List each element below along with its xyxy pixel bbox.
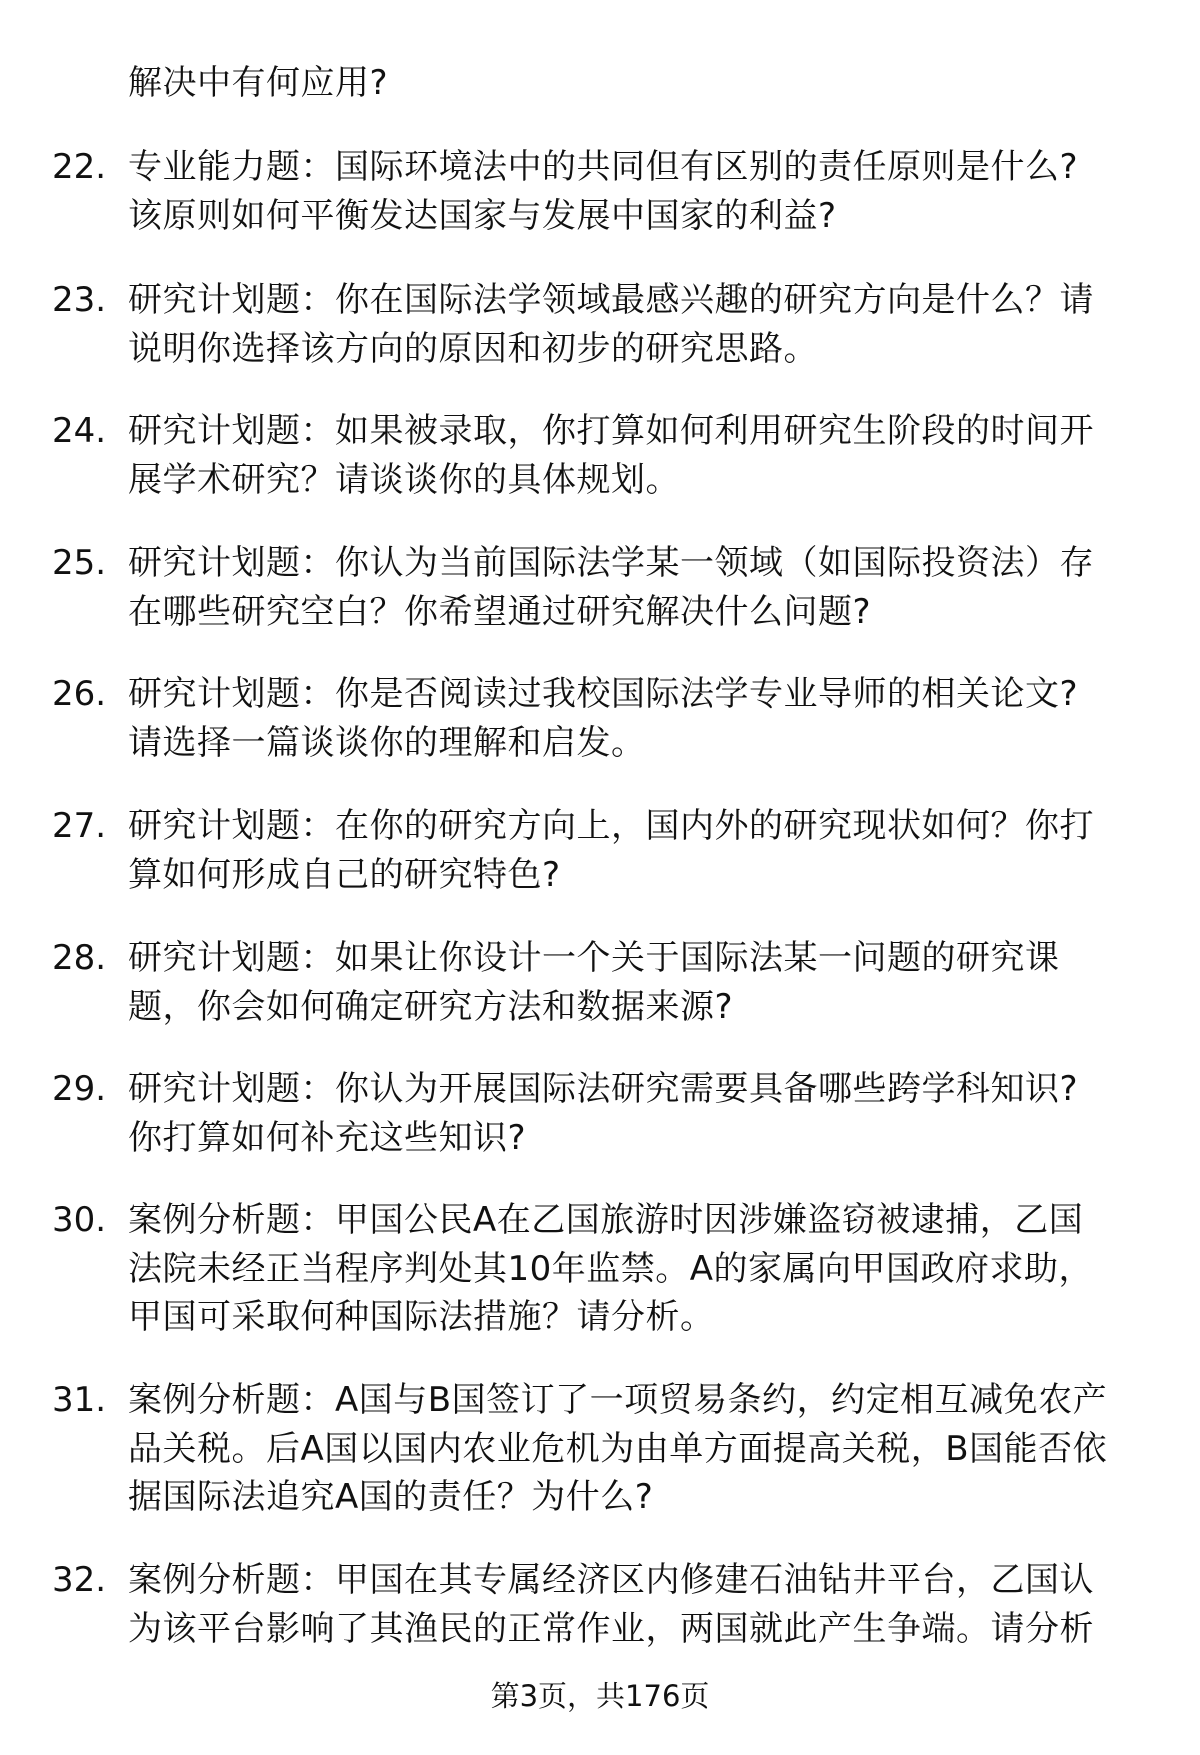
question-text (128, 934, 1168, 1031)
text-line: 案例分析题：A国与B国签订了一项贸易条约，约定相互减免农产 (128, 1380, 1108, 1420)
text-line: 研究计划题：你认为当前国际法学某一领域（如国际投资法）存 (128, 543, 1094, 583)
question-text (128, 670, 1168, 767)
text-line: 请选择一篇谈谈你的理解和启发。 (128, 722, 646, 763)
text-line: 研究计划题：如果被录取，你打算如何利用研究生阶段的时间开 (128, 411, 1094, 451)
question-text (128, 143, 1168, 240)
text-line: 该原则如何平衡发达国家与发展中国家的利益? (128, 195, 837, 236)
question-number: 22. (52, 147, 107, 187)
question-text (128, 1556, 1168, 1653)
question-text (128, 802, 1168, 899)
text-line: 说明你选择该方向的原因和初步的研究思路。 (128, 328, 818, 369)
question-number: 29. (52, 1069, 107, 1109)
question-text (128, 407, 1168, 504)
text-line: 算如何形成自己的研究特色? (128, 854, 561, 895)
question-number: 25. (52, 543, 107, 583)
text-line: 你打算如何补充这些知识? (128, 1117, 527, 1158)
question-text (128, 276, 1168, 373)
page-number: 第3页，共176页 (490, 1679, 710, 1713)
text-line: 展学术研究？请谈谈你的具体规划。 (128, 459, 680, 500)
text-line: 品关税。后A国以国内农业危机为由单方面提高关税，B国能否依 (128, 1428, 1108, 1469)
text-line: 研究计划题：你认为开展国际法研究需要具备哪些跨学科知识? (128, 1069, 1079, 1109)
question-text (128, 1376, 1168, 1522)
question-text (128, 1065, 1168, 1162)
question-number: 32. (52, 1560, 107, 1600)
text-line: 研究计划题：你是否阅读过我校国际法学专业导师的相关论文? (128, 674, 1079, 714)
text-line: 案例分析题：甲国公民A在乙国旅游时因涉嫌盗窃被逮捕，乙国 (128, 1200, 1084, 1240)
question-number: 23. (52, 280, 107, 320)
question-text (128, 539, 1168, 636)
text-line: 解决中有何应用? (128, 63, 389, 103)
text-line: 为该平台影响了其渔民的正常作业，两国就此产生争端。请分析 (128, 1608, 1094, 1649)
text-line: 专业能力题：国际环境法中的共同但有区别的责任原则是什么? (128, 147, 1079, 187)
text-line: 法院未经正当程序判处其10年监禁。A的家属向甲国政府求助， (128, 1248, 1094, 1289)
question-number: 30. (52, 1200, 107, 1240)
text-line: 研究计划题：如果让你设计一个关于国际法某一问题的研究课 (128, 938, 1060, 978)
question-text (128, 1196, 1168, 1342)
question-number: 27. (52, 806, 107, 846)
text-line: 甲国可采取何种国际法措施？请分析。 (128, 1297, 715, 1337)
text-line: 案例分析题：甲国在其专属经济区内修建石油钻井平台，乙国认 (128, 1560, 1094, 1600)
text-line: 题，你会如何确定研究方法和数据来源? (128, 986, 734, 1027)
question-number: 28. (52, 938, 107, 978)
question-number: 24. (52, 411, 107, 451)
text-line: 研究计划题：你在国际法学领域最感兴趣的研究方向是什么？请 (128, 280, 1094, 320)
text-line: 在哪些研究空白？你希望通过研究解决什么问题? (128, 591, 872, 632)
text-line: 研究计划题：在你的研究方向上，国内外的研究现状如何？你打 (128, 806, 1094, 846)
question-number: 31. (52, 1380, 107, 1420)
text-line: 据国际法追究A国的责任？为什么? (128, 1477, 654, 1517)
question-number: 26. (52, 674, 107, 714)
